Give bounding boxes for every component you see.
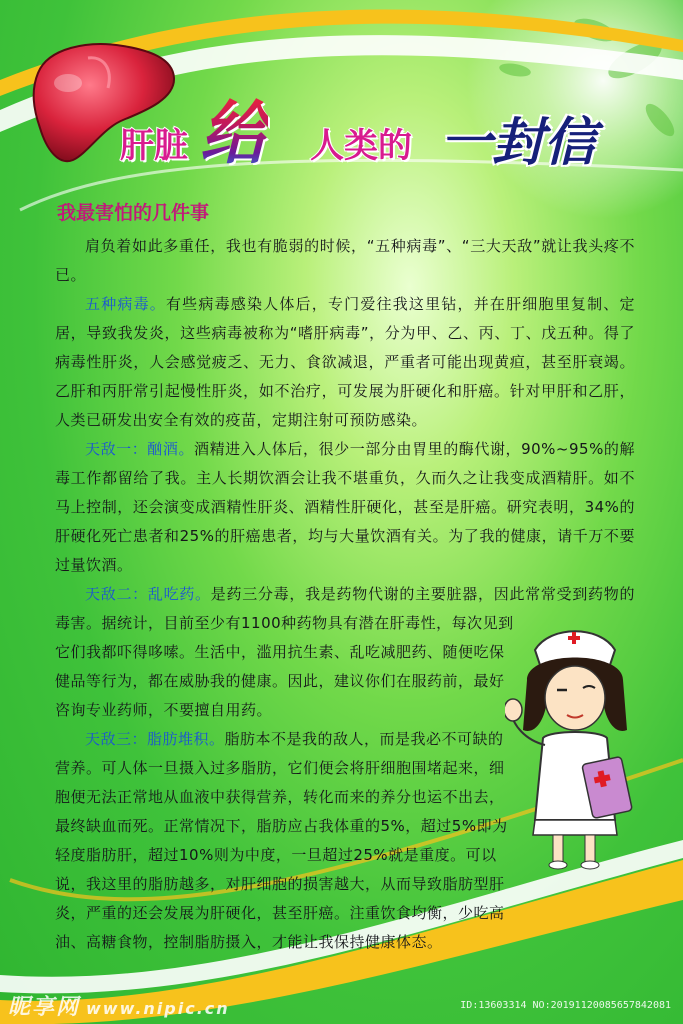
watermark-brand-name: 昵享网 [8, 995, 81, 1020]
watermark-bar [0, 986, 683, 1024]
watermark-url: www.nipic.cn [86, 999, 230, 1018]
enemy2-text-a: 是药三分毒，我是药物代谢的主要脏器，因此常常受到药物的毒害。据统计，目前至少有1100种药物具有潜在肝毒性，每次见到 [55, 585, 635, 632]
title-part-letter: 一封信 [440, 113, 597, 173]
enemy2-paragraph-cont: 它们我都吓得哆嗦。生活中，滥用抗生素、乱吃减肥药、随便吃保健品等行为，都在威胁我的健康。因此，建议你们在服药前，最好咨询专业药师，不要擅自用药。 [55, 643, 505, 719]
virus-heading: 五种病毒。 [85, 295, 166, 313]
title-part-humans: 人类的 [310, 126, 412, 166]
enemy1-heading: 天敌一：酗酒。 [85, 440, 195, 458]
watermark-id: ID:13603314 NO:20191120085657842081 [460, 1000, 671, 1011]
nurse-illustration [505, 620, 635, 870]
poster-title [120, 80, 660, 190]
title-part-give: 给 [200, 80, 268, 177]
enemy3-text: 脂肪本不是我的敌人，而是我必不可缺的营养。可人体一旦摄入过多脂肪，它们便会将肝细胞围堵起来，细胞便无法正常地从血液中获得营养，转化而来的养分也运不出去，最终缺血而死。正常情况下，脂肪应占我体重的5%，超过5%即为轻度脂肪肝，超过10%则为中度，一旦超过25%就是重度。可以说，我这里的脂肪越多，对肝细胞的损害越大，从而导致脂肪型肝炎，严重的还会发展为肝硬化，甚至肝癌。注重饮食均衡，少吃高油、高糖食物，控制脂肪摄入，才能让我保持健康体态。 [55, 730, 508, 951]
virus-paragraph [55, 290, 635, 435]
enemy1-text: 酒精进入人体后，很少一部分由胃里的酶代谢，90%~95%的解毒工作都留给了我。主人长期饮酒会让我不堪重负，久而久之让我变成酒精肝。如不马上控制，还会演变成酒精性肝炎、酒精性肝硬化，甚至是肝癌。研究表明，34%的肝硬化死亡患者和25%的肝癌患者，均与大量饮酒有关。为了我的健康，请千万不要过量饮酒。 [55, 440, 635, 574]
enemy3-paragraph [55, 725, 510, 957]
virus-text: 有些病毒感染人体后，专门爱往我这里钻，并在肝细胞里复制、定居，导致我发炎，这些病毒被称为“嗜肝病毒”，分为甲、乙、丙、丁、戊五种。得了病毒性肝炎，人会感觉疲乏、无力、食欲减退，严重者可能出现黄疸，甚至肝衰竭。乙肝和丙肝常引起慢性肝炎，如不治疗，可发展为肝硬化和肝癌。针对甲肝和乙肝，人类已研发出安全有效的疫苗，定期注射可预防感染。 [55, 295, 635, 429]
enemy3-heading: 天敌三：脂肪堆积。 [85, 730, 225, 748]
title-part-liver: 肝脏 [120, 126, 188, 166]
intro-paragraph: 肩负着如此多重任，我也有脆弱的时候，“五种病毒”、“三大天敌”就让我头疼不已。 [55, 237, 635, 284]
watermark-brand [8, 990, 230, 1021]
enemy1-paragraph [55, 435, 635, 580]
section-subtitle: 我最害怕的几件事 [57, 202, 210, 224]
enemy2-heading: 天敌二：乱吃药。 [85, 585, 211, 603]
